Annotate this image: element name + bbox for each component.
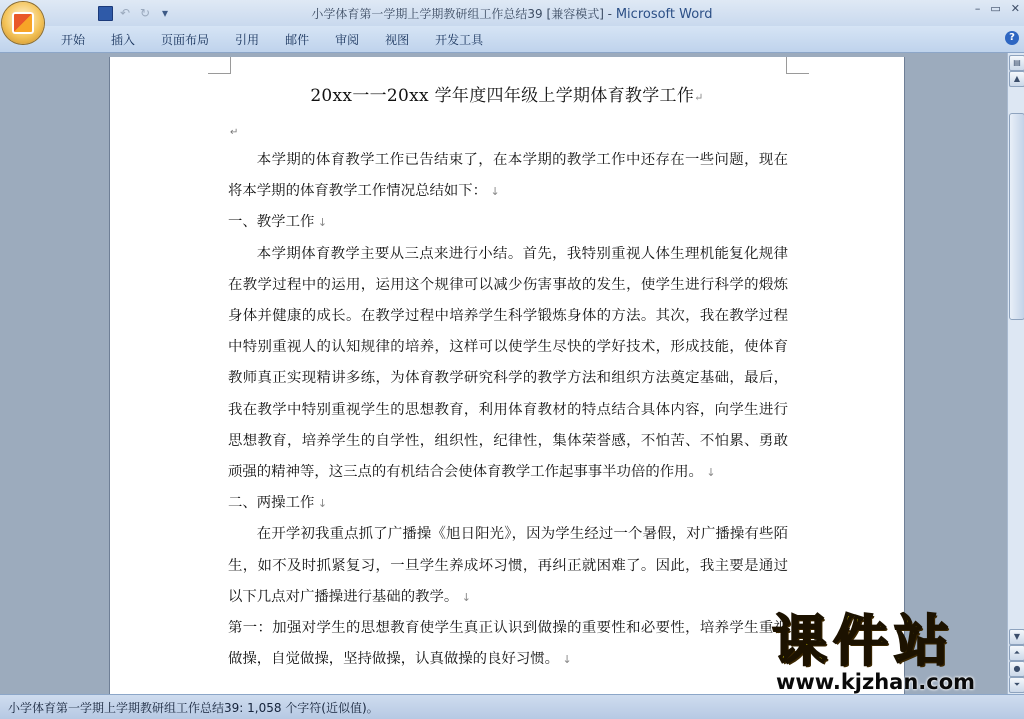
tab-mailings[interactable]: 邮件 xyxy=(285,32,310,47)
vertical-scrollbar[interactable] xyxy=(1007,53,1024,694)
document-name: 小学体育第一学期上学期教研组工作总结39 [兼容模式] - xyxy=(311,7,616,21)
paragraph-text: 在开学初我重点抓了广播操《旭日阳光》，因为学生经过一个暑假，对广播操有些陌生，如不及时抓紧复习，一旦学生养成坏习惯，再纠正就困难了。因此，我主要是通过以下几点对广播操进行基础的教学。 xyxy=(228,526,788,605)
next-page-button[interactable]: ⏷ xyxy=(1009,677,1024,693)
tab-references[interactable]: 引用 xyxy=(235,32,260,47)
watermark-url: www.kjzhan.com xyxy=(776,670,976,694)
paragraph-text: 第一：加强对学生的思想教育使学生真正认识到做操的重要性和必要性，培养学生重视做操，自觉做操，坚持做操，认真做操的良好习惯。 xyxy=(228,620,788,668)
line-break-mark-icon: ↓ xyxy=(559,653,572,667)
document-body[interactable] xyxy=(228,145,788,675)
tab-page-layout[interactable]: 页面布局 xyxy=(161,32,210,47)
ribbon-tabs xyxy=(48,26,496,52)
paragraph-mark-icon: ↵ xyxy=(694,91,704,104)
restore-button[interactable]: ▭ xyxy=(990,2,1001,15)
scroll-down-button[interactable]: ▼ xyxy=(1009,629,1024,645)
word-count-status[interactable]: 小学体育第一学期上学期教研组工作总结39: 1,058 个字符(近似值)。 xyxy=(8,701,379,715)
minimize-button[interactable]: – xyxy=(974,2,981,15)
previous-page-button[interactable]: ⏶ xyxy=(1009,645,1024,661)
scroll-thumb[interactable] xyxy=(1009,113,1024,320)
office-logo-icon xyxy=(12,12,34,34)
document-paragraph xyxy=(228,145,788,207)
paragraph-text: 二、两操工作 xyxy=(228,495,315,512)
document-paragraph xyxy=(228,207,788,238)
document-paragraph xyxy=(228,488,788,519)
document-title-text: 20xx一一20xx 学年度四年级上学期体育教学工作 xyxy=(310,86,695,106)
line-break-mark-icon: ↓ xyxy=(487,185,500,199)
document-paragraph xyxy=(228,519,788,613)
close-button[interactable]: ✕ xyxy=(1010,2,1020,15)
line-break-mark-icon: ↓ xyxy=(458,590,471,604)
select-browse-object-button[interactable]: ● xyxy=(1009,661,1024,677)
line-break-mark-icon: ↓ xyxy=(314,216,328,230)
watermark-logo xyxy=(772,609,1012,698)
empty-paragraph-mark-icon: ↵ xyxy=(230,127,239,138)
document-page[interactable] xyxy=(110,57,904,694)
title-bar xyxy=(0,0,1024,26)
window-controls xyxy=(975,2,1020,15)
line-break-mark-icon: ↓ xyxy=(702,466,716,480)
undo-icon[interactable]: ↶ xyxy=(119,6,131,20)
watermark-cn: 课件站 xyxy=(772,609,956,673)
redo-icon[interactable]: ↻ xyxy=(139,6,151,20)
scroll-up-button[interactable]: ▲ xyxy=(1009,71,1024,87)
margin-corner-top-right xyxy=(786,57,809,74)
paragraph-text: 一、教学工作 xyxy=(228,214,315,231)
tab-view[interactable]: 视图 xyxy=(385,32,410,47)
margin-corner-top-left xyxy=(208,57,231,74)
document-title xyxy=(230,81,784,106)
document-paragraph xyxy=(228,239,788,489)
app-name: Microsoft Word xyxy=(615,7,713,22)
help-icon[interactable]: ? xyxy=(1005,31,1019,45)
document-area[interactable] xyxy=(0,53,1007,694)
tab-review[interactable]: 审阅 xyxy=(335,32,360,47)
tab-insert[interactable]: 插入 xyxy=(111,32,136,47)
tab-home[interactable]: 开始 xyxy=(61,32,86,47)
document-paragraph xyxy=(228,613,788,675)
line-break-mark-icon: ↓ xyxy=(314,497,328,511)
tab-developer[interactable]: 开发工具 xyxy=(435,32,484,47)
paragraph-text: 本学期的体育教学工作已告结束了，在本学期的教学工作中还存在一些问题，现在将本学期的体育教学工作情况总结如下： xyxy=(228,152,788,200)
office-button[interactable] xyxy=(2,2,44,44)
paragraph-text: 本学期体育教学主要从三点来进行小结。首先，我特别重视人体生理机能复化规律在教学过程中的运用，运用这个规律可以减少伤害事故的发生，使学生进行科学的煅炼身体并健康的成长。在教学过程中培养学生科学锻炼身体的方法。其次，我在教学过程中特别重视人的认知规律的培养，这样可以使学生尽快的学好技术，形成技能，使体育教师真正实现精讲多练，为体育教学研究科学的教学方法和组织方法奠定基础，最后，我在教学中特别重视学生的思想教育，利用体育教材的特点结合具体内容，向学生进行思想教育，培养学生的自学性，组织性，纪律性，集体荣誉感，不怕苦、不怕累、勇敢顽强的精神等，这三点的有机结合会使体育教学工作起事事半功倍的作用。 xyxy=(228,245,788,481)
window-title xyxy=(0,5,1024,22)
ruler-toggle-icon[interactable]: ▤ xyxy=(1009,55,1024,71)
customize-qat-icon[interactable]: ▾ xyxy=(161,6,169,20)
ribbon xyxy=(0,26,1024,53)
